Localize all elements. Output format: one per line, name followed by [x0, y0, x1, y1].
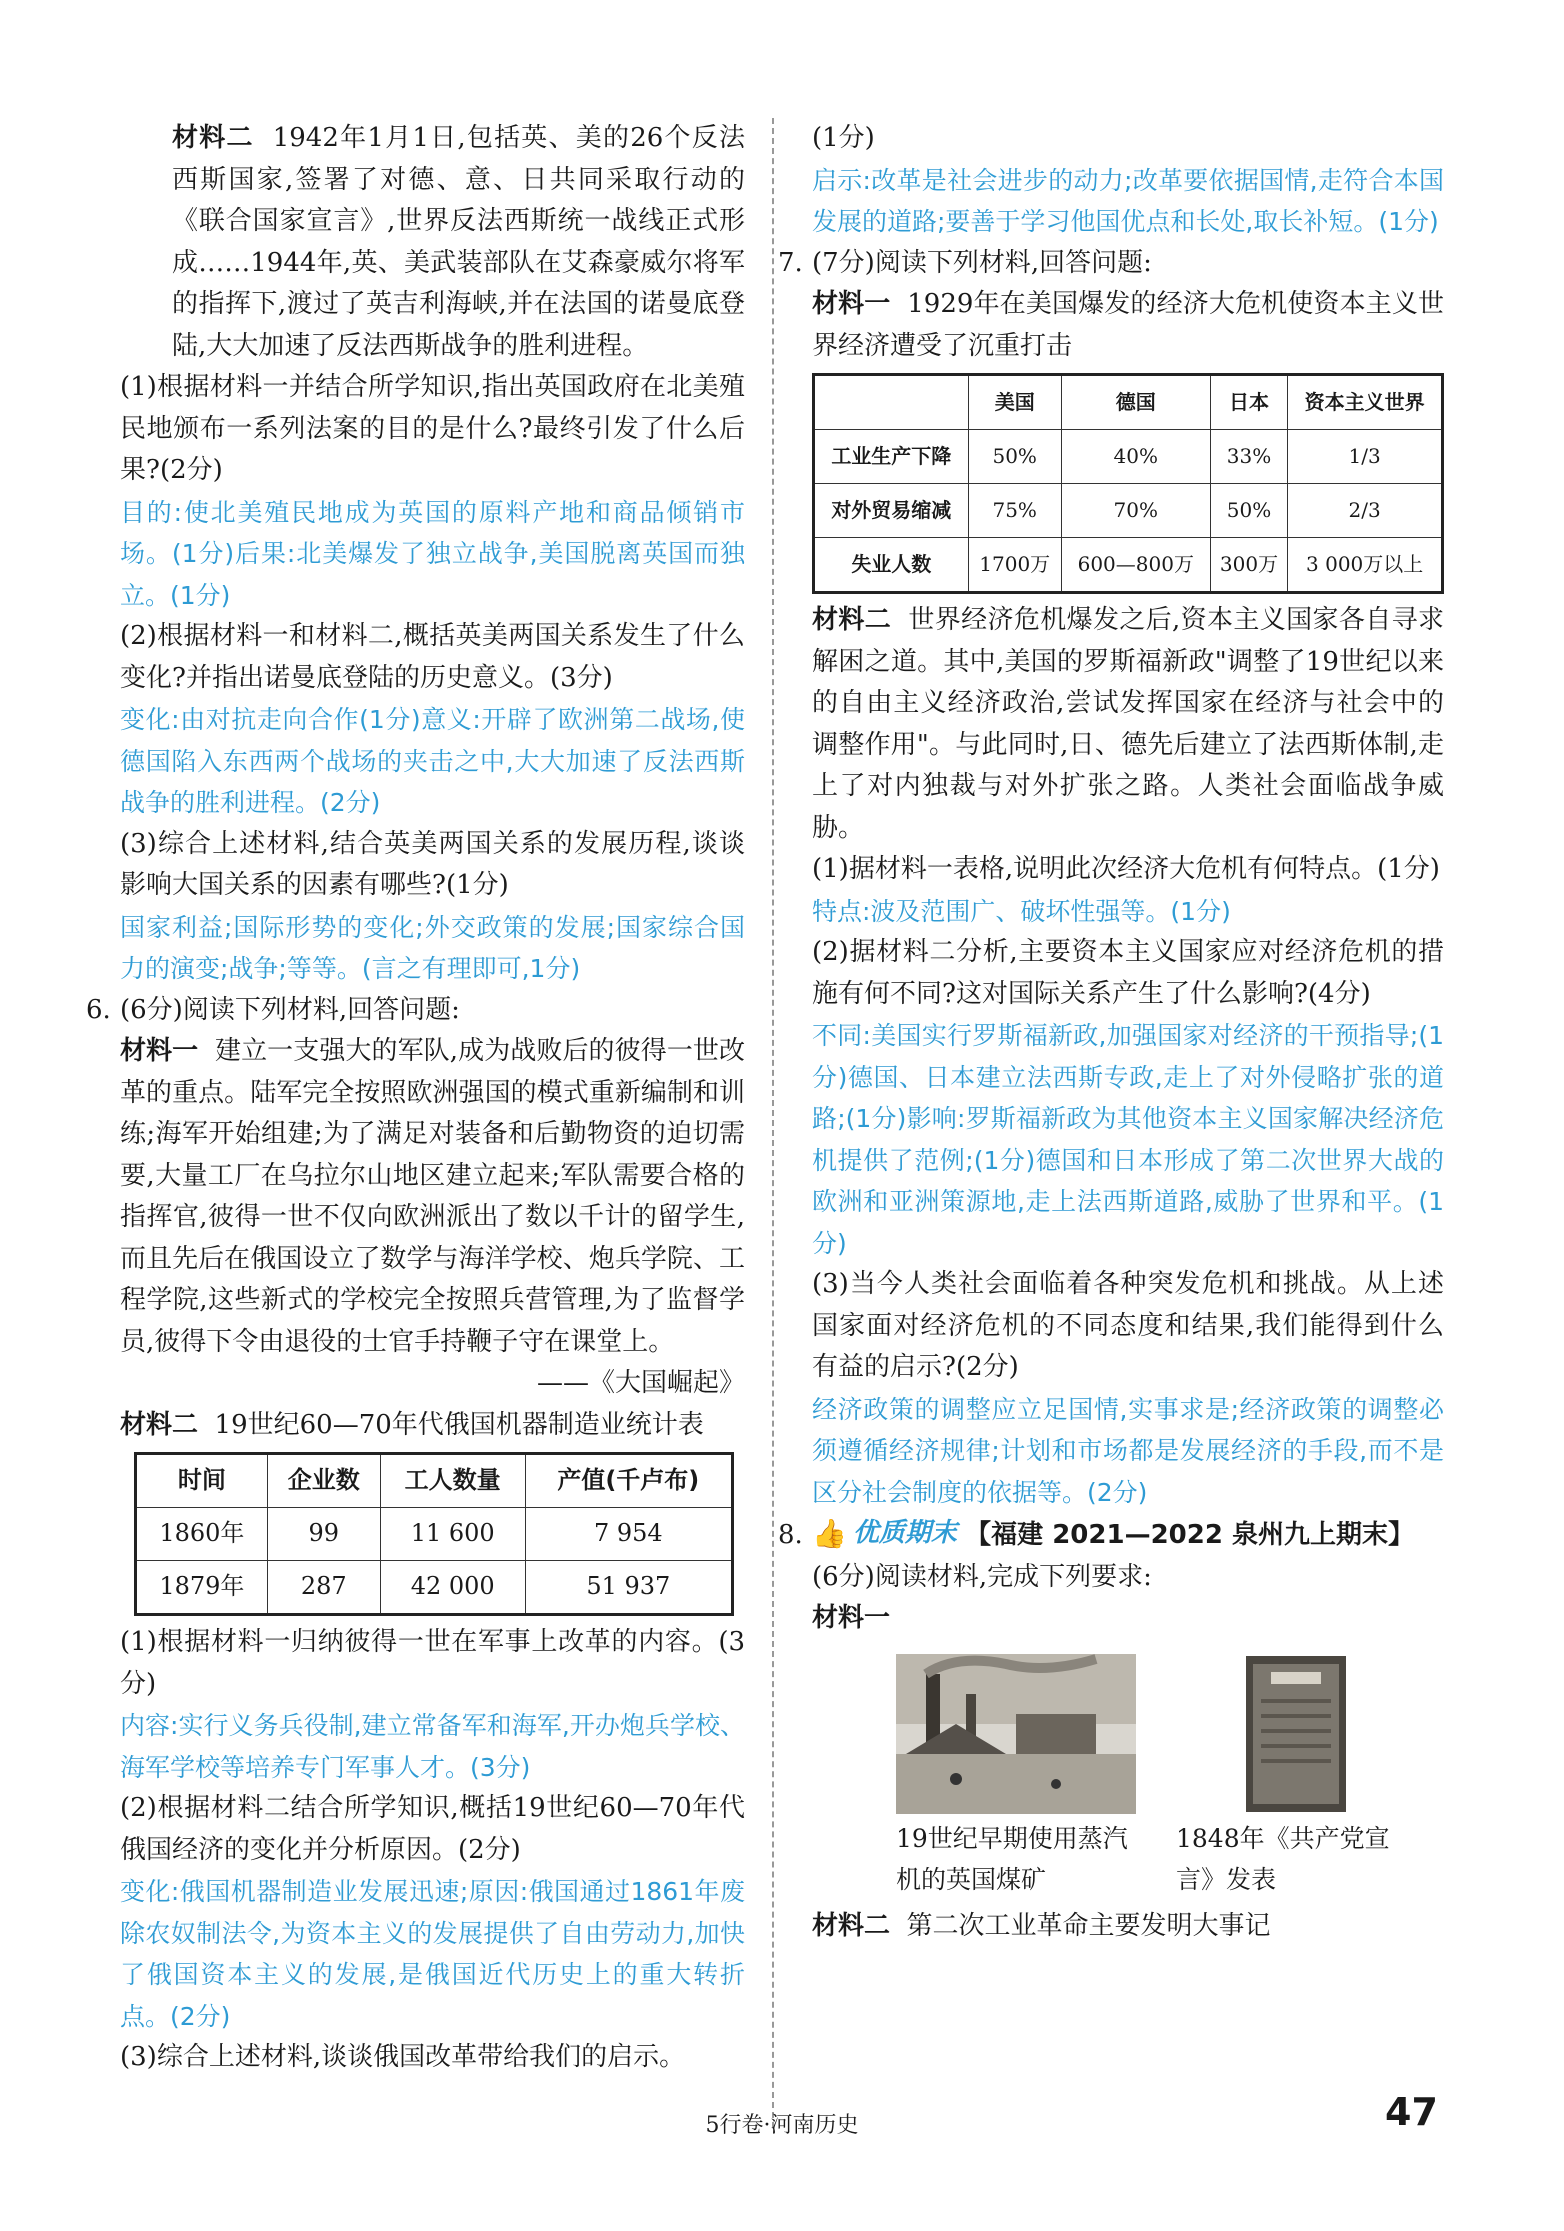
table-cell: 3 000万以上: [1288, 538, 1443, 593]
question-6-material-1: [120, 1031, 745, 1363]
table-cell: 70%: [1061, 484, 1210, 538]
answer-7-1: 特点:波及范围广、破坏性强等。(1分): [812, 896, 1231, 926]
table-header: 企业数: [267, 1454, 380, 1508]
right-column: [778, 118, 1445, 1947]
question-7-material-1-text: 1929年在美国爆发的经济大危机使资本主义世界经济遭受了沉重打击: [812, 289, 1445, 361]
premium-badge: [812, 1513, 957, 1555]
question-6-material-1-label: 材料一: [120, 1036, 199, 1066]
question-7-intro-text: (7分)阅读下列材料,回答问题:: [812, 247, 1152, 278]
question-6-material-2-label: 材料二: [120, 1409, 199, 1440]
table-row-header: 失业人数: [814, 538, 969, 593]
table-header: [814, 375, 969, 430]
question-6-intro-text: (6分)阅读下列材料,回答问题:: [120, 994, 460, 1025]
table-header: 日本: [1210, 375, 1288, 430]
answer-5-3: 国家利益;国际形势的变化;外交政策的发展;国家综合国力的演变;战争;等等。(言之有理即可,1分): [120, 912, 745, 983]
question-6-material-2-title: 19世纪60—70年代俄国机器制造业统计表: [214, 1409, 704, 1440]
table-header: 德国: [1061, 375, 1210, 430]
question-7-number: 7.: [778, 247, 803, 278]
table-row-header: 对外贸易缩减: [814, 484, 969, 538]
table-header-row: [136, 1454, 733, 1508]
footer-text: 5行卷·河南历史: [705, 2113, 859, 2138]
table-cell: 1700万: [968, 538, 1061, 593]
table-header: 时间: [136, 1454, 268, 1508]
question-8-material-2-label: 材料二: [812, 1910, 891, 1941]
coal-mine-image: [896, 1654, 1136, 1814]
table-cell: 287: [267, 1561, 380, 1615]
table-row-header: 工业生产下降: [814, 430, 969, 484]
question-6-material-2: [120, 1405, 745, 1447]
table-cell: 7 954: [525, 1508, 732, 1561]
premium-badge-text: 优质期末: [852, 1518, 957, 1548]
question-6-1: (1)根据材料一归纳彼得一世在军事上改革的内容。(3分): [120, 1627, 745, 1699]
table-cell: 1860年: [136, 1508, 268, 1561]
question-8-material-2: [812, 1906, 1444, 1948]
russia-machinery-table: [134, 1452, 734, 1616]
thumbs-up-icon: 👍: [812, 1517, 847, 1550]
material-2-paragraph: [120, 118, 745, 367]
left-column: [86, 118, 745, 2079]
coal-mine-figure: [896, 1654, 1136, 1900]
table-cell: 600—800万: [1061, 538, 1210, 593]
table-header: 产值(千卢布): [525, 1454, 732, 1508]
question-6-3-score: (1分): [812, 123, 875, 153]
manifesto-caption: 1848年《共产党宣言》发表: [1176, 1823, 1390, 1894]
table-cell: 50%: [968, 430, 1061, 484]
table-header: 资本主义世界: [1288, 375, 1443, 430]
table-row: [814, 484, 1443, 538]
table-cell: 11 600: [380, 1508, 525, 1561]
table-row: [814, 430, 1443, 484]
question-5-3: (3)综合上述材料,结合英美两国关系的发展历程,谈谈影响大国关系的因素有哪些?(1分): [120, 828, 745, 900]
question-5-2: (2)根据材料一和材料二,概括英美两国关系发生了什么变化?并指出诺曼底登陆的历史意义。(3分): [120, 621, 745, 693]
question-7-2: (2)据材料二分析,主要资本主义国家应对经济危机的措施有何不同?这对国际关系产生了什么影响?(4分): [812, 937, 1444, 1009]
table-cell: 42 000: [380, 1561, 525, 1615]
table-cell: 40%: [1061, 430, 1210, 484]
material-2-label: 材料二: [172, 123, 254, 153]
manifesto-image: [1176, 1654, 1416, 1814]
answer-6-2: 变化:俄国机器制造业发展迅速;原因:俄国通过1861年废除农奴制法令,为资本主义的发展提供了自由劳动力,加快了俄国资本主义的发展,是俄国近代历史上的重大转折点。(2分): [120, 1877, 745, 2031]
table-cell: 1/3: [1288, 430, 1443, 484]
question-8-intro: (6分)阅读材料,完成下列要求:: [812, 1561, 1152, 1592]
question-6-3: (3)综合上述材料,谈谈俄国改革带给我们的启示。: [120, 2042, 686, 2072]
table-row: [136, 1508, 733, 1561]
coal-mine-caption: 19世纪早期使用蒸汽机的英国煤矿: [896, 1823, 1128, 1894]
manifesto-figure: [1176, 1654, 1416, 1900]
answer-7-3: 经济政策的调整应立足国情,实事求是;经济政策的调整必须遵循经济规律;计划和市场都是发展经济的手段,而不是区分社会制度的依据等。(2分): [812, 1394, 1444, 1507]
question-6-material-1-text: 建立一支强大的军队,成为战败后的彼得一世改革的重点。陆军完全按照欧洲强国的模式重新编制和训练;海军开始组建;为了满足对装备和后勤物资的迫切需要,大量工厂在乌拉尔山地区建立起来;军队需要合格的指挥官,彼得一世不仅向欧洲派出了数以千计的留学生,而且先后在俄国设立了数学与海洋学校、炮兵学院、工程学院,这些新式的学校完全按照兵营管理,为了监督学员,彼得下令由退役的士官手持鞭子守在课堂上。: [120, 1036, 745, 1357]
answer-6-3: 启示:改革是社会进步的动力;改革要依据国情,走符合本国发展的道路;要善于学习他国优点和长处,取长补短。(1分): [812, 165, 1444, 236]
question-7-material-1: [812, 284, 1444, 367]
depression-table: [812, 373, 1444, 594]
answer-5-1: 目的:使北美殖民地成为英国的原料产地和商品倾销市场。(1分)后果:北美爆发了独立战争,美国脱离英国而独立。(1分): [120, 497, 745, 610]
question-7-material-2-text: 世界经济危机爆发之后,资本主义国家各自寻求解困之道。其中,美国的罗斯福新政"调整了19世纪以来的自由主义经济政治,尝试发挥国家在经济与社会中的调整作用"。与此同时,日、德先后建立了法西斯体制,走上了对内独裁与对外扩张之路。人类社会面临战争威胁。: [812, 605, 1444, 843]
table-header: 工人数量: [380, 1454, 525, 1508]
table-row: [136, 1561, 733, 1615]
question-6-number: 6.: [86, 994, 111, 1025]
table-cell: 1879年: [136, 1561, 268, 1615]
question-7-1: (1)据材料一表格,说明此次经济大危机有何特点。(1分): [812, 854, 1440, 884]
question-8-material-2-text: 第二次工业革命主要发明大事记: [906, 1910, 1271, 1941]
table-cell: 2/3: [1288, 484, 1443, 538]
material-2-text: 1942年1月1日,包括英、美的26个反法西斯国家,签署了对德、意、日共同采取行动的《联合国家宣言》,世界反法西斯统一战线正式形成……1944年,英、美武装部队在艾森豪威尔将军的指挥下,渡过了英吉利海峡,并在法国的诺曼底登陆,大大加速了反法西斯战争的胜利进程。: [172, 123, 745, 361]
table-cell: 300万: [1210, 538, 1288, 593]
table-cell: 51 937: [525, 1561, 732, 1615]
answer-5-2: 变化:由对抗走向合作(1分)意义:开辟了欧洲第二战场,使德国陷入东西两个战场的夹击之中,大大加速了反法西斯战争的胜利进程。(2分): [120, 705, 745, 817]
answer-7-2: 不同:美国实行罗斯福新政,加强国家对经济的干预指导;(1分)德国、日本建立法西斯专政,走上了对外侵略扩张的道路;(1分)影响:罗斯福新政为其他资本主义国家解决经济危机提供了范例;(1分)德国和日本形成了第二次世界大战的欧洲和亚洲策源地,走上法西斯道路,威胁了世界和平。(1分): [812, 1021, 1444, 1258]
table-cell: 50%: [1210, 484, 1288, 538]
table-row: [814, 538, 1443, 593]
question-7-3: (3)当今人类社会面临着各种突发危机和挑战。从上述国家面对经济危机的不同态度和结果,我们能得到什么有益的启示?(2分): [812, 1269, 1444, 1382]
question-8-number: 8.: [778, 1520, 803, 1550]
question-6-intro: [86, 990, 745, 1032]
answer-6-1: 内容:实行义务兵役制,建立常备军和海军,开办炮兵学校、海军学校等培养专门军事人才。(3分): [120, 1711, 745, 1782]
material-1-images: [896, 1654, 1444, 1900]
question-7-material-2-label: 材料二: [812, 605, 892, 635]
question-6-material-1-source: ——《大国崛起》: [536, 1368, 745, 1398]
table-cell: 75%: [968, 484, 1061, 538]
question-7-material-2: [812, 600, 1444, 849]
question-6-2: (2)根据材料二结合所学知识,概括19世纪60—70年代俄国经济的变化并分析原因。(2分): [120, 1793, 745, 1865]
table-header: 美国: [968, 375, 1061, 430]
question-7-material-1-label: 材料一: [812, 289, 891, 319]
question-7-intro: [778, 243, 1444, 285]
table-header-row: [814, 375, 1443, 430]
table-cell: 99: [267, 1508, 380, 1561]
question-8-material-1-label: [812, 1598, 1444, 1640]
column-divider: [772, 118, 774, 2128]
table-cell: 33%: [1210, 430, 1288, 484]
question-8-material-1-label-text: 材料一: [812, 1603, 891, 1633]
question-8-source: 【福建 2021—2022 泉州九上期末】: [965, 1520, 1414, 1550]
question-5-1: (1)根据材料一并结合所学知识,指出英国政府在北美殖民地颁布一系列法案的目的是什么?最终引发了什么后果?(2分): [120, 372, 745, 485]
page-number: 47: [1385, 2090, 1438, 2134]
question-8-header: [778, 1513, 1444, 1557]
